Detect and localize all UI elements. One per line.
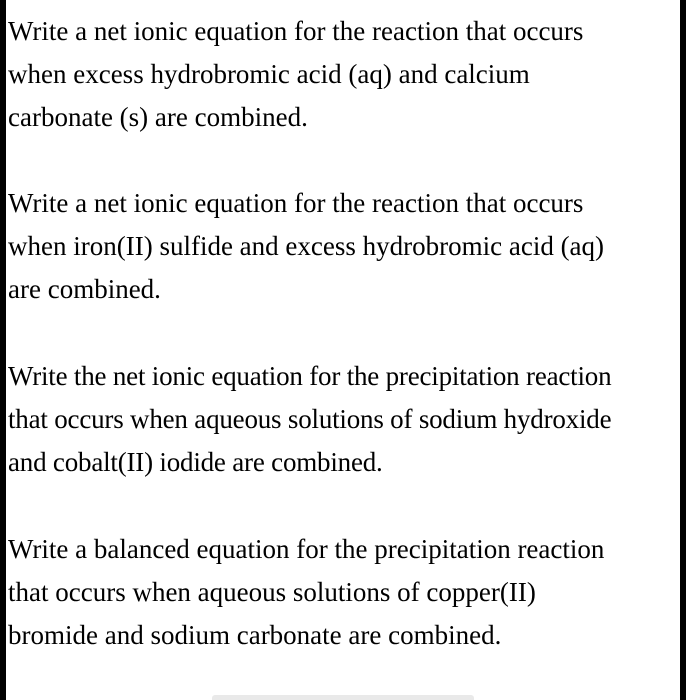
question-4-line-1: Write a balanced equation for the precipitation reaction: [8, 534, 605, 564]
question-4-line-3: bromide and sodium carbonate are combined.: [8, 620, 502, 650]
question-1-line-1: Write a net ionic equation for the reaction that occurs: [8, 16, 584, 46]
question-3-line-1: Write the net ionic equation for the precipitation reaction: [8, 361, 612, 391]
question-3: [8, 355, 678, 484]
question-4-line-2: that occurs when aqueous solutions of copper(II): [8, 577, 536, 607]
question-4: [8, 528, 678, 657]
home-indicator-bar: [212, 695, 474, 700]
question-1: [8, 10, 678, 139]
question-1-line-2: when excess hydrobromic acid (aq) and calcium: [8, 59, 530, 89]
question-2: [8, 182, 678, 311]
question-2-line-3: are combined.: [8, 274, 161, 304]
question-1-line-3: carbonate (s) are combined.: [8, 102, 308, 132]
question-2-line-2: when iron(II) sulfide and excess hydrobromic acid (aq): [8, 231, 605, 261]
question-2-line-1: Write a net ionic equation for the reaction that occurs: [8, 188, 584, 218]
question-3-line-2: that occurs when aqueous solutions of sodium hydroxide: [8, 404, 612, 434]
question-3-line-3: and cobalt(II) iodide are combined.: [8, 447, 383, 477]
document-page: [6, 0, 680, 700]
